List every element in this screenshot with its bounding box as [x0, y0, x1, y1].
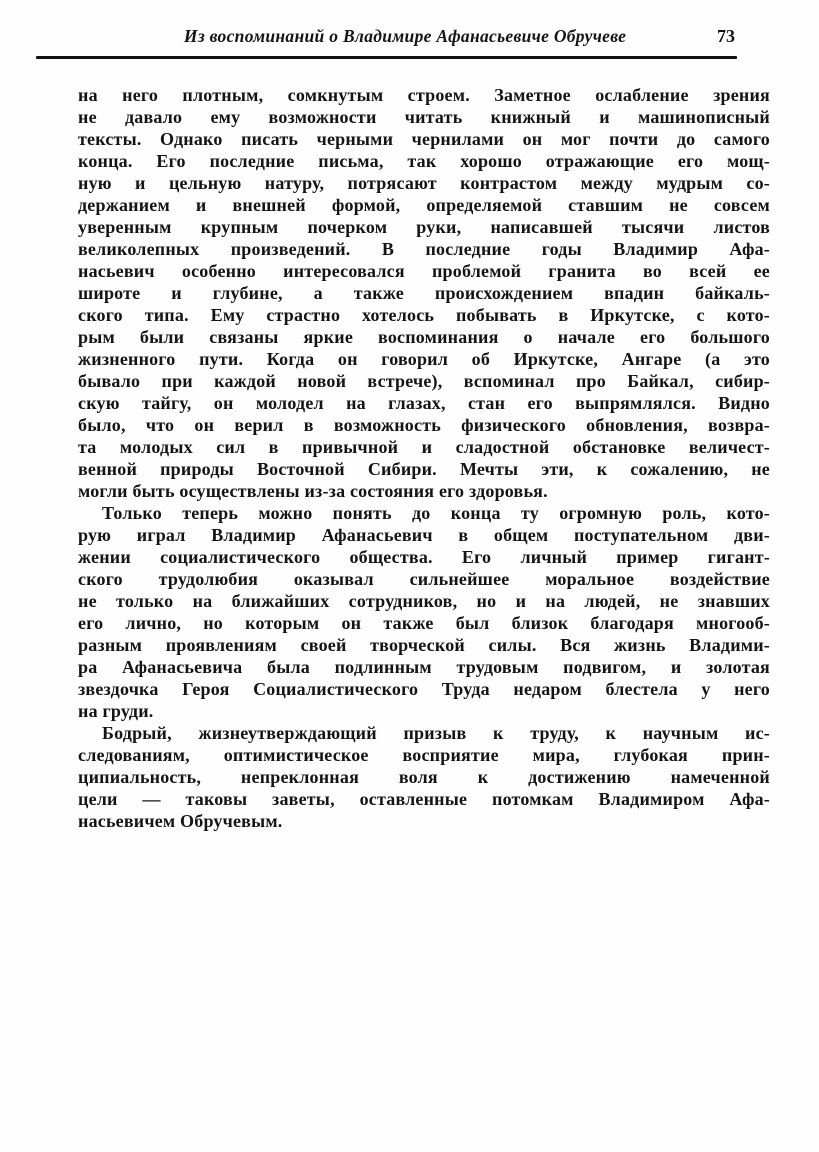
text-line: звездочка Героя Социалистического Труда недаром блестела у него	[78, 679, 770, 699]
text-line: ского трудолюбия оказывал сильнейшее моральное воздействие	[78, 569, 770, 589]
text-line: рым были связаны яркие воспоминания о начале его большого	[78, 327, 770, 347]
running-head	[0, 26, 819, 52]
text-line: цели — таковы заветы, оставленные потомкам Владимиром Афа-	[78, 789, 770, 809]
text-line: жении социалистического общества. Его личный пример гигант-	[78, 547, 770, 567]
text-line: держанием и внешней формой, определяемой ставшим не совсем	[78, 195, 770, 215]
text-line: не давало ему возможности читать книжный и машинописный	[78, 107, 770, 127]
text-line: ского типа. Ему страстно хотелось побывать в Иркутске, с кото-	[78, 305, 770, 325]
text-line: венной природы Восточной Сибири. Мечты эти, к сожалению, не	[78, 459, 770, 479]
text-line: насьевичем Обручевым.	[78, 811, 283, 831]
paragraph	[78, 84, 770, 502]
page-number: 73	[717, 26, 735, 46]
page-body	[78, 84, 770, 832]
running-head-title: Из воспоминаний о Владимире Афанасьевиче Обручеве	[183, 26, 627, 46]
text-line: на него плотным, сомкнутым строем. Заметное ослабление зрения	[78, 85, 770, 105]
text-line: не только на ближайших сотрудников, но и на людей, не знавших	[78, 591, 770, 611]
text-line: рую играл Владимир Афанасьевич в общем поступательном дви-	[78, 525, 770, 545]
text-line: ную и цельную натуру, потрясают контрастом между мудрым со-	[78, 173, 770, 193]
text-line: тексты. Однако писать черными чернилами он мог почти до самого	[78, 129, 770, 149]
text-line: Бодрый, жизнеутверждающий призыв к труду, к научным ис-	[102, 723, 770, 743]
text-line: на груди.	[78, 701, 154, 721]
text-line: конца. Его последние письма, так хорошо отражающие его мощ-	[78, 151, 770, 171]
text-line: Только теперь можно понять до конца ту огромную роль, кото-	[102, 503, 770, 523]
text-line: ра Афанасьевича была подлинным трудовым подвигом, и золотая	[78, 657, 770, 677]
text-line: уверенным крупным почерком руки, написавшей тысячи листов	[78, 217, 770, 237]
text-line: было, что он верил в возможность физического обновления, возвра-	[78, 415, 770, 435]
text-line: та молодых сил в привычной и сладостной обстановке величест-	[78, 437, 770, 457]
paragraph	[78, 722, 770, 832]
text-line: следованиям, оптимистическое восприятие мира, глубокая прин-	[78, 745, 770, 765]
text-line: жизненного пути. Когда он говорил об Иркутске, Ангаре (а это	[78, 349, 770, 369]
text-line: широте и глубине, а также происхождением впадин байкаль-	[78, 283, 770, 303]
text-line: ципиальность, непреклонная воля к достижению намеченной	[78, 767, 770, 787]
paragraph	[78, 502, 770, 722]
text-line: могли быть осуществлены из-за состояния его здоровья.	[78, 481, 548, 501]
text-line: бывало при каждой новой встрече), вспоминал про Байкал, сибир-	[78, 371, 770, 391]
text-line: насьевич особенно интересовался проблемой гранита во всей ее	[78, 261, 770, 281]
text-line: его лично, но которым он также был близок благодаря многооб-	[78, 613, 770, 633]
header-rule	[36, 56, 737, 59]
text-line: разным проявлениям своей творческой силы. Вся жизнь Владими-	[78, 635, 770, 655]
text-line: великолепных произведений. В последние годы Владимир Афа-	[78, 239, 770, 259]
text-line: скую тайгу, он молодел на глазах, стан его выпрямлялся. Видно	[78, 393, 770, 413]
